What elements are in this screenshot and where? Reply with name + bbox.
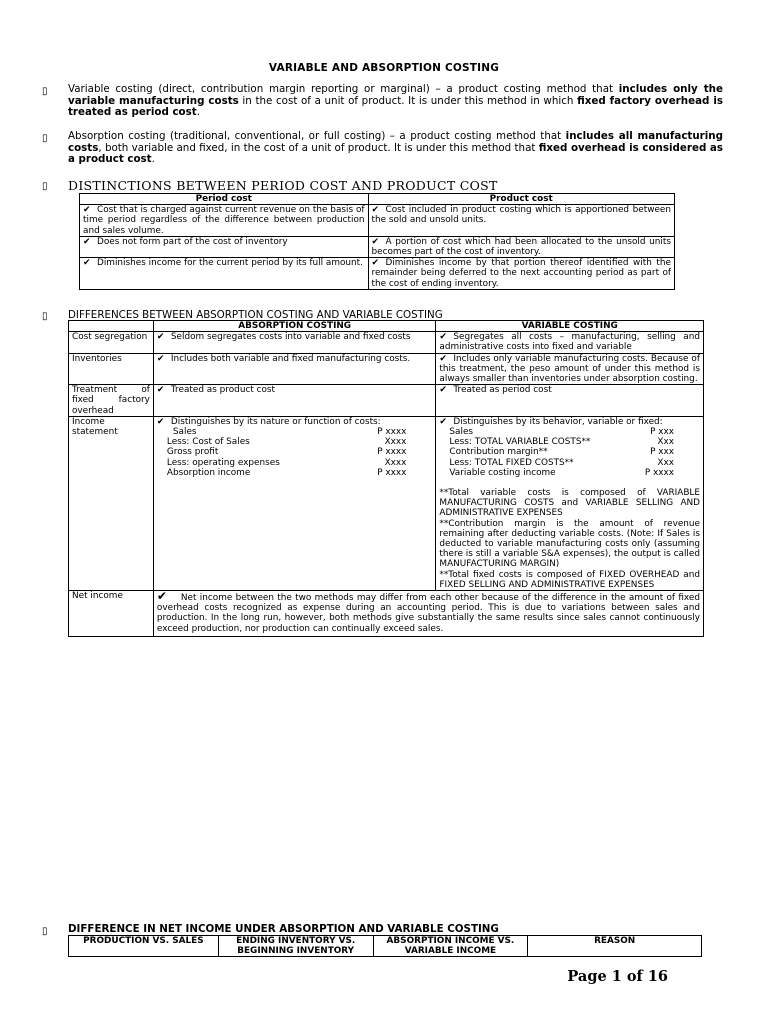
- bullet-icon: ▯: [42, 311, 48, 322]
- cell-text: Diminishes income for the current period by its full amount.: [97, 258, 363, 269]
- cell-text: Distinguishes by its nature or function of costs:: [170, 416, 381, 427]
- cell-text: Segregates all costs – manufacturing, selling and administrative costs into fixed and variable: [439, 332, 700, 353]
- line-label: Sales: [172, 427, 197, 438]
- line-label: Contribution margin**: [449, 447, 548, 458]
- statement-line: [439, 458, 700, 468]
- line-amount: Xxx: [657, 457, 674, 468]
- absorption-costing-definition: [68, 131, 723, 166]
- table-row: [69, 353, 704, 385]
- net-income-difference-table: [68, 935, 702, 957]
- checkmark-icon: ✔: [371, 236, 380, 247]
- cell-text: Net income between the two methods may differ from each other because of the difference in the amount of fixed overhead costs recognized as expense during an accounting period. This is due to variations between sales and production. In the long run, however, both methods give substantially the same results since sales cannot continuously exceed production, nor production can continually exceed sales.: [156, 593, 700, 634]
- cell-text: A portion of cost which had been allocated to the unsold units becomes part of the cost of inventory.: [371, 236, 671, 258]
- column-header: REASON: [528, 936, 702, 957]
- bold-run: fixed overhead is considered as a product cost: [68, 141, 724, 166]
- statement-line: [439, 437, 700, 447]
- cell-text: Cost that is charged against current revenue on the basis of time period regardless of the difference between production and sales volume.: [83, 205, 365, 236]
- statement-line: [157, 437, 433, 447]
- statement-line: [157, 447, 433, 457]
- checkmark-icon: ✔: [83, 236, 91, 247]
- bullet-icon: ▯: [42, 926, 48, 937]
- text-run: .: [196, 106, 200, 119]
- cell-text: Treated as period cost: [453, 385, 552, 396]
- table-cell: [436, 416, 704, 590]
- checkmark-icon: ✔: [156, 589, 167, 604]
- differences-heading: DIFFERENCES BETWEEN ABSORPTION COSTING AND VARIABLE COSTING: [68, 309, 443, 321]
- checkmark-icon: ✔: [156, 332, 165, 343]
- table-cell: [368, 258, 675, 290]
- checkmark-icon: ✔: [83, 258, 91, 269]
- text-run: , both variable and fixed, in the cost of a unit of product. It is under this method that: [98, 141, 539, 154]
- table-row: [69, 332, 704, 353]
- table-cell: [368, 205, 675, 237]
- table-row: [69, 591, 704, 637]
- line-label: Less: operating expenses: [166, 457, 280, 468]
- line-label: Less: Cost of Sales: [166, 437, 250, 448]
- table-row: [69, 385, 704, 417]
- bullet-icon: ▯: [42, 86, 48, 97]
- variable-costing-definition: [68, 84, 723, 119]
- cell-text: Distinguishes by its behavior, variable or fixed:: [453, 416, 663, 427]
- checkmark-icon: ✔: [156, 385, 165, 396]
- statement-line: [157, 458, 433, 468]
- column-header: Product cost: [368, 194, 675, 205]
- table-cell: [153, 332, 436, 353]
- column-header: ABSORPTION INCOME VS. VARIABLE INCOME: [373, 936, 528, 957]
- cell-text: Includes both variable and fixed manufacturing costs.: [170, 353, 411, 364]
- table-cell: [153, 591, 703, 637]
- checkmark-icon: ✔: [439, 385, 447, 396]
- bullet-icon: ▯: [42, 181, 48, 192]
- bold-run: fixed factory overhead is treated as period cost: [68, 94, 724, 119]
- page-number: Page 1 of 16: [567, 968, 668, 985]
- differences-table: [68, 320, 704, 637]
- table-cell: [80, 205, 369, 237]
- table-header-row: [80, 194, 675, 205]
- line-amount: P xxx: [650, 427, 674, 438]
- row-label: Treatment of fixed factory overhead: [69, 385, 154, 417]
- footnote: **Total variable costs is composed of VARIABLE MANUFACTURING COSTS and VARIABLE SELLING AND ADMINISTRATIVE EXPENSES: [439, 488, 700, 519]
- line-amount: P xxx: [650, 447, 674, 458]
- table-header-row: [69, 321, 704, 332]
- line-amount: Xxxx: [384, 437, 407, 448]
- row-label: Net income: [69, 591, 154, 637]
- line-amount: Xxxx: [384, 457, 407, 468]
- column-header: Period cost: [80, 194, 369, 205]
- line-amount: P xxxx: [377, 447, 407, 458]
- table-cell: [436, 353, 704, 385]
- distinctions-heading: DISTINCTIONS BETWEEN PERIOD COST AND PRODUCT COST: [68, 178, 498, 193]
- table-cell: [436, 332, 704, 353]
- checkmark-icon: ✔: [156, 353, 165, 364]
- footnote: **Contribution margin is the amount of revenue remaining after deducting variable costs. (Note: If Sales is deducted to variable manufacturing costs only (assuming there is still a variable S&A expenses), the output is called MANUFACTURING MARGIN): [439, 518, 700, 570]
- column-header: VARIABLE COSTING: [436, 321, 704, 332]
- line-label: Variable costing income: [449, 467, 556, 478]
- line-amount: P xxxx: [644, 467, 674, 478]
- checkmark-icon: ✔: [156, 416, 165, 427]
- column-header: ENDING INVENTORY VS. BEGINNING INVENTORY: [218, 936, 373, 957]
- column-header: [69, 321, 154, 332]
- cell-text: Diminishes income by that portion thereof identified with the remainder being deferred to the next accounting period as part of the cost of ending inventory.: [371, 258, 671, 289]
- line-label: Less: TOTAL FIXED COSTS**: [449, 457, 574, 468]
- checkmark-icon: ✔: [439, 332, 447, 343]
- table-row: [80, 258, 675, 290]
- period-product-cost-table: [79, 193, 675, 290]
- line-label: Sales: [449, 427, 474, 438]
- text-run: in the cost of a unit of product. It is under this method in which: [238, 94, 578, 107]
- cell-text: Treated as product cost: [170, 385, 276, 396]
- column-header: PRODUCTION VS. SALES: [69, 936, 219, 957]
- text-run: Absorption costing (traditional, conventional, or full costing) – a product costing method that: [68, 130, 566, 142]
- checkmark-icon: ✔: [439, 416, 447, 427]
- checkmark-icon: ✔: [371, 205, 380, 216]
- row-label: Cost segregation: [69, 332, 154, 353]
- bold-run: includes all manufacturing costs: [68, 130, 723, 154]
- table-cell: [153, 353, 436, 385]
- line-label: Gross profit: [166, 447, 219, 458]
- checkmark-icon: ✔: [439, 353, 447, 364]
- text-run: Variable costing (direct, contribution margin reporting or marginal) – a product costing method that: [68, 83, 619, 95]
- line-amount: Xxx: [657, 437, 674, 448]
- statement-line: [439, 427, 700, 437]
- line-amount: P xxxx: [377, 427, 407, 438]
- row-label: Inventories: [69, 353, 154, 385]
- table-cell: [368, 236, 675, 257]
- table-cell: [153, 416, 436, 590]
- checkmark-icon: ✔: [371, 258, 380, 269]
- footnote: **Total fixed costs is composed of FIXED OVERHEAD and FIXED SELLING AND ADMINISTRATIVE EXPENSES: [439, 569, 700, 590]
- bold-run: includes only the variable manufacturing costs: [68, 83, 723, 107]
- checkmark-icon: ✔: [83, 205, 91, 216]
- table-cell: [436, 385, 704, 417]
- row-label: Income statement: [69, 416, 154, 590]
- text-run: .: [151, 153, 155, 166]
- cell-text: Seldom segregates costs into variable and fixed costs: [170, 332, 411, 343]
- line-amount: P xxxx: [377, 467, 407, 478]
- statement-line: [157, 468, 433, 478]
- table-cell: [153, 385, 436, 417]
- statement-line: [439, 468, 700, 478]
- bullet-icon: ▯: [42, 133, 48, 144]
- table-row: [80, 205, 675, 237]
- table-header-row: [69, 936, 702, 957]
- cell-text: Cost included in product costing which is apportioned between the sold and unsold units.: [371, 205, 671, 226]
- statement-line: [157, 427, 433, 437]
- column-header: ABSORPTION COSTING: [153, 321, 436, 332]
- table-cell: [80, 258, 369, 290]
- statement-line: [439, 447, 700, 457]
- line-label: Absorption income: [166, 467, 251, 478]
- line-label: Less: TOTAL VARIABLE COSTS**: [449, 437, 591, 448]
- net-income-difference-heading: DIFFERENCE IN NET INCOME UNDER ABSORPTION AND VARIABLE COSTING: [68, 923, 499, 935]
- table-row: [80, 236, 675, 257]
- cell-text: Does not form part of the cost of inventory: [97, 236, 288, 247]
- document-title: VARIABLE AND ABSORPTION COSTING: [268, 62, 500, 74]
- table-cell: [80, 236, 369, 257]
- table-row: [69, 416, 704, 590]
- cell-text: Includes only variable manufacturing costs. Because of this treatment, the peso amount of under this method is always smaller than inventories under absorption costing.: [439, 353, 700, 385]
